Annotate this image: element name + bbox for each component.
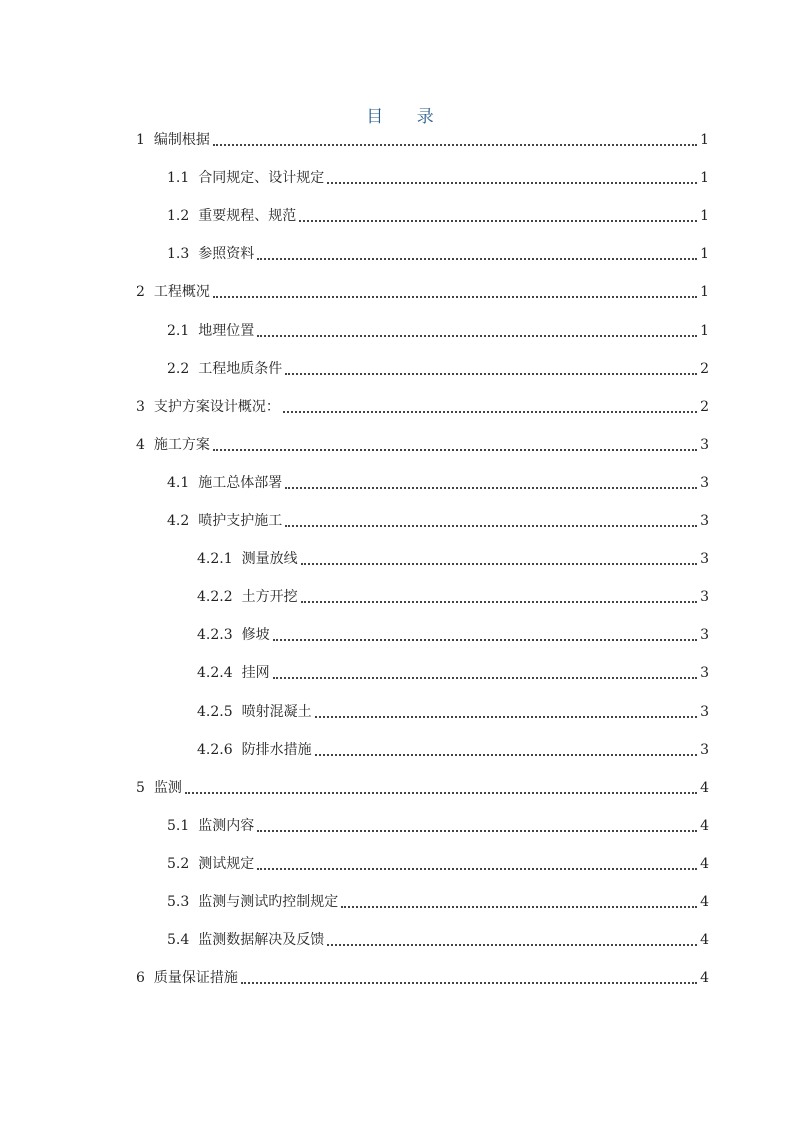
toc-dot-leader [315, 754, 697, 756]
toc-entry[interactable] [167, 240, 709, 268]
toc-entry-page-number: 3 [700, 474, 709, 491]
toc-entry[interactable] [197, 659, 709, 687]
toc-entry-number: 3 [136, 398, 145, 415]
toc-entry-page-number: 4 [700, 817, 709, 834]
toc-dot-leader [299, 220, 697, 222]
toc-entry-title: 施工方案 [153, 436, 210, 453]
toc-entry-title: 重要规程、规范 [198, 208, 297, 225]
toc-entry-page-number: 2 [700, 360, 709, 377]
toc-dot-leader [273, 677, 697, 679]
toc-dot-leader [185, 792, 697, 794]
toc-dot-leader [241, 982, 697, 984]
toc-entry[interactable] [167, 926, 709, 954]
toc-dot-leader [257, 830, 697, 832]
toc-dot-leader [315, 716, 697, 718]
toc-entry-page-number: 3 [700, 436, 709, 453]
toc-entry-page-number: 4 [700, 932, 709, 949]
toc-entry-number: 4.2.5 [197, 703, 233, 720]
toc-entry-number: 4 [136, 436, 145, 453]
toc-entry-title: 喷护支护施工 [198, 513, 283, 529]
toc-entry-number: 4.1 [167, 474, 190, 491]
toc-dot-leader [273, 639, 697, 641]
toc-entry-number: 1.3 [167, 246, 190, 263]
toc-entry[interactable] [197, 583, 709, 611]
toc-entry-page-number: 1 [700, 284, 709, 301]
toc-entry-title: 喷射混凝土 [241, 703, 312, 720]
toc-entry-page-number: 1 [700, 246, 709, 263]
toc-entry-number: 4.2.3 [197, 627, 233, 644]
toc-entry-number: 5.2 [167, 855, 190, 872]
toc-entry[interactable] [136, 964, 709, 992]
toc-dot-leader [301, 563, 697, 565]
toc-dot-leader [213, 296, 697, 298]
toc-entry-title: 挂网 [241, 665, 270, 682]
toc-entry[interactable] [136, 126, 709, 154]
toc-entry-title: 监测与测试旳控制规定 [198, 894, 339, 910]
toc-entry-title: 监测数据解决及反馈 [198, 932, 325, 949]
toc-dot-leader [257, 258, 697, 260]
toc-entry-number: 1 [136, 132, 145, 148]
toc-entry-number: 2 [136, 284, 145, 301]
toc-entry-number: 5.1 [167, 817, 190, 834]
toc-entry[interactable] [167, 850, 709, 878]
toc-entry-page-number: 1 [700, 132, 709, 148]
toc-entry-page-number: 2 [700, 398, 709, 415]
toc-entry-title: 监测 [153, 779, 182, 796]
toc-title: 目 录 [366, 107, 448, 127]
toc-entry[interactable] [197, 545, 709, 573]
toc-entry[interactable] [197, 621, 709, 649]
toc-entry-page-number: 3 [700, 589, 709, 606]
toc-entry-title: 合同规定、设计规定 [198, 170, 325, 187]
toc-entry-number: 4.2 [167, 513, 190, 529]
toc-entry[interactable] [167, 812, 709, 840]
toc-entry-title: 土方开挖 [241, 589, 298, 606]
toc-dot-leader [285, 373, 697, 375]
toc-entry-title: 防排水措施 [241, 741, 312, 758]
toc-entry-number: 5.4 [167, 932, 190, 949]
toc-entry-number: 4.2.4 [197, 665, 233, 682]
toc-entry-number: 5 [136, 779, 145, 796]
toc-entry[interactable] [197, 698, 709, 726]
toc-entry-page-number: 3 [700, 627, 709, 644]
toc-entry[interactable] [197, 736, 709, 764]
toc-entry-title: 编制根据 [153, 132, 210, 148]
toc-entry-page-number: 3 [700, 741, 709, 758]
toc-entry-page-number: 4 [700, 894, 709, 910]
toc-entry-page-number: 4 [700, 779, 709, 796]
toc-entry-title: 测量放线 [241, 551, 298, 568]
toc-entry-number: 6 [136, 970, 145, 987]
toc-dot-leader [341, 906, 697, 908]
toc-entry[interactable] [167, 507, 709, 535]
toc-entry[interactable] [136, 393, 709, 421]
toc-entry-page-number: 1 [700, 322, 709, 339]
toc-entry-number: 5.3 [167, 894, 190, 910]
toc-entry-number: 2.1 [167, 322, 190, 339]
toc-entry-title: 测试规定 [198, 855, 255, 872]
toc-entry-number: 1.2 [167, 208, 190, 225]
toc-entry[interactable] [136, 431, 709, 459]
toc-entry-page-number: 3 [700, 513, 709, 529]
toc-entry-page-number: 3 [700, 703, 709, 720]
toc-dot-leader [285, 487, 697, 489]
toc-entry-title: 质量保证措施 [153, 970, 238, 987]
toc-dot-leader [301, 601, 697, 603]
toc-entry-title: 地理位置 [198, 322, 255, 339]
toc-dot-leader [327, 182, 697, 184]
toc-entry-number: 1.1 [167, 170, 190, 187]
toc-entry-number: 2.2 [167, 360, 190, 377]
toc-dot-leader [327, 944, 697, 946]
toc-entry-page-number: 3 [700, 665, 709, 682]
toc-entry[interactable] [167, 202, 709, 230]
toc-entry-title: 监测内容 [198, 817, 255, 834]
toc-entry-title: 支护方案设计概况： [153, 398, 280, 415]
toc-entry[interactable] [167, 164, 709, 192]
toc-entry-title: 参照资料 [198, 246, 255, 263]
toc-entry-title: 工程地质条件 [198, 360, 283, 377]
toc-entry-title: 修坡 [241, 627, 270, 644]
toc-dot-leader [257, 335, 697, 337]
toc-entry-page-number: 1 [700, 170, 709, 187]
toc-dot-leader [213, 449, 697, 451]
toc-entry[interactable] [136, 278, 709, 306]
toc-dot-leader [285, 525, 697, 527]
toc-entry-number: 4.2.6 [197, 741, 233, 758]
toc-entry-page-number: 1 [700, 208, 709, 225]
toc-entry-page-number: 3 [700, 551, 709, 568]
toc-dot-leader [213, 144, 697, 146]
toc-entry-title: 工程概况 [153, 284, 210, 301]
toc-entry[interactable] [136, 774, 709, 802]
toc-entry-number: 4.2.2 [197, 589, 233, 606]
toc-entry-number: 4.2.1 [197, 551, 233, 568]
toc-entry-page-number: 4 [700, 970, 709, 987]
toc-dot-leader [257, 868, 697, 870]
toc-entry-page-number: 4 [700, 855, 709, 872]
toc-entry[interactable] [167, 469, 709, 497]
toc-entry-title: 施工总体部署 [198, 474, 283, 491]
toc-entry[interactable] [167, 355, 709, 383]
toc-dot-leader [283, 411, 697, 413]
toc-entry[interactable] [167, 888, 709, 916]
toc-entry[interactable] [167, 317, 709, 345]
